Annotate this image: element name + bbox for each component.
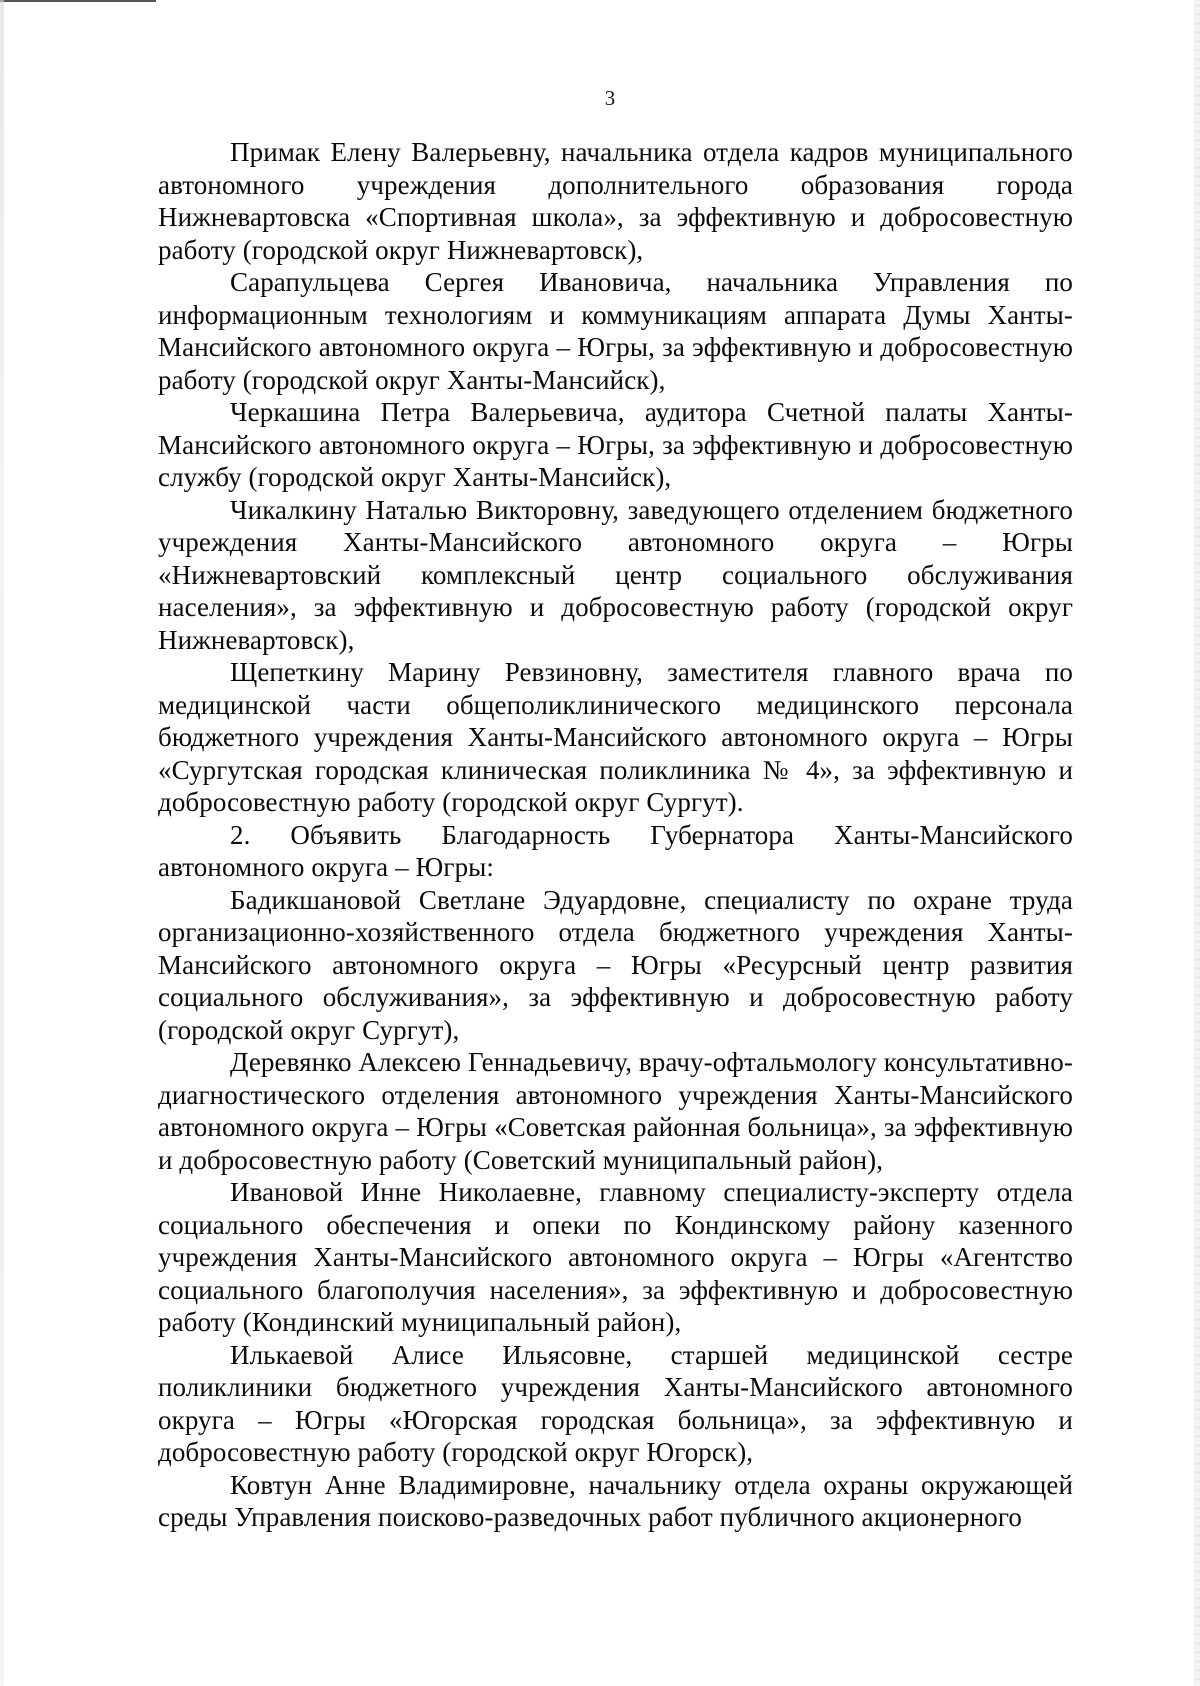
document-body — [158, 136, 1073, 1534]
paragraph-section-2: 2. Объявить Благодарность Губернатора Ханты-Мансийского автономного округа – Югры: — [158, 819, 1073, 882]
paragraph-schepetkina: Щепеткину Марину Ревзиновну, заместителя главного врача по медицинской части общеполиклинического медицинского персонала бюджетного учреждения Ханты-Мансийского автономного округа – Югры «Сургутская городская клиническая поликлиника № 4», за эффективную и добросовестную работу (городской округ Сургут). — [158, 657, 1073, 817]
scan-edge-right — [1194, 0, 1200, 1686]
paragraph-sarapultsev: Сарапульцева Сергея Ивановича, начальника Управления по информационным технологиям и коммуникациям аппарата Думы Ханты-Мансийского автономного округа – Югры, за эффективную и добросовестную работу (городской округ Ханты-Мансийск), — [158, 267, 1073, 395]
paragraph-kovtun: Ковтун Анне Владимировне, начальнику отдела охраны окружающей среды Управления поисково-разведочных работ публичного акционерного — [158, 1469, 1073, 1532]
paragraph-derevyanko: Деревянко Алексею Геннадьевичу, врачу-офтальмологу консультативно-диагностического отделения автономного учреждения Ханты-Мансийского автономного округа – Югры «Советская районная больница», за эффективную и добросовестную работу (Советский муниципальный район), — [158, 1047, 1073, 1175]
paragraph-primak: Примак Елену Валерьевну, начальника отдела кадров муниципального автономного учреждения дополнительного образования города Нижневартовска «Спортивная школа», за эффективную и добросовестную работу (городской округ Нижневартовск), — [158, 137, 1073, 265]
paragraph-ilkaeva: Илькаевой Алисе Ильясовне, старшей медицинской сестре поликлиники бюджетного учреждения Ханты-Мансийского автономного округа – Югры «Югорская городская больница», за эффективную и добросовестную работу (городской округ Югорск), — [158, 1339, 1073, 1467]
scan-artifact-top — [0, 0, 156, 2]
paragraph-badikshanova: Бадикшановой Светлане Эдуардовне, специалисту по охране труда организационно-хозяйственного отдела бюджетного учреждения Ханты-Мансийского автономного округа – Югры «Ресурсный центр развития социального обслуживания», за эффективную и добросовестную работу (городской округ Сургут), — [158, 884, 1073, 1045]
paragraph-chikalkina: Чикалкину Наталью Викторовну, заведующего отделением бюджетного учреждения Ханты-Мансийского автономного округа – Югры «Нижневартовский комплексный центр социального обслуживания населения», за эффективную и добросовестную работу (городской округ Нижневартовск), — [158, 494, 1073, 655]
paragraph-ivanova: Ивановой Инне Николаевне, главному специалисту-эксперту отдела социального обеспечения и опеки по Кондинскому району казенного учреждения Ханты-Мансийского автономного округа – Югры «Агентство социального благополучия населения», за эффективную и добросовестную работу (Кондинский муниципальный район), — [158, 1177, 1073, 1337]
paragraph-cherkashin: Черкашина Петра Валерьевича, аудитора Счетной палаты Ханты-Мансийского автономного округа – Югры, за эффективную и добросовестную службу (городской округ Ханты-Мансийск), — [158, 397, 1073, 492]
scan-edge-left — [0, 0, 4, 1686]
page-number: 3 — [604, 86, 616, 110]
